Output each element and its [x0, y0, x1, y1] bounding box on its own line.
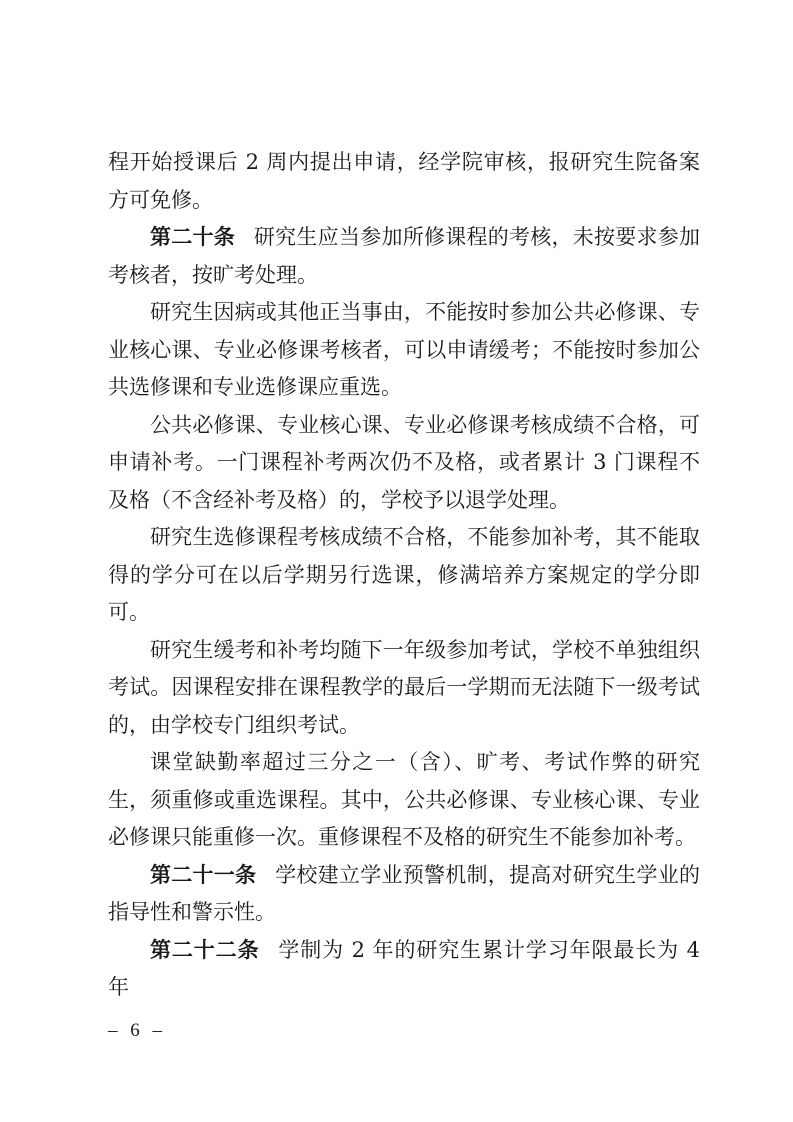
paragraph-text: 学制为 2 年的研究生累计学习年限最长为 4 年 — [108, 937, 701, 999]
paragraph-text: 课堂缺勤率超过三分之一（含）、旷考、考试作弊的研究生，须重修或重选课程。其中，公共必修课、专业核心课、专业必修课只能重修一次。重修课程不及格的研究生不能参加补考。 — [108, 750, 700, 849]
article-number: 第二十二条 — [150, 937, 260, 962]
paragraph-makeup-exam — [108, 407, 700, 520]
document-body — [108, 144, 700, 1007]
paragraph-elective-fail — [108, 519, 700, 632]
paragraph-text: 研究生缓考和补考均随下一年级参加考试，学校不单独组织考试。因课程安排在课程教学的最后一学期而无法随下一级考试的，由学校专门组织考试。 — [108, 637, 700, 737]
paragraph-retake — [108, 744, 700, 857]
article-number: 第二十一条 — [150, 862, 257, 887]
paragraph-text: 学校建立学业预警机制，提高对研究生学业的指导性和警示性。 — [108, 862, 701, 924]
paragraph-deferred-exam — [108, 294, 700, 407]
paragraph-text: 研究生选修课程考核成绩不合格，不能参加补考，其不能取得的学分可在以后学期另行选课，修满培养方案规定的学分即可。 — [108, 525, 700, 624]
article-number: 第二十条 — [150, 225, 236, 249]
page-number: – 6 – — [108, 1020, 166, 1041]
paragraph-text: 研究生应当参加所修课程的考核，未按要求参加考核者，按旷考处理。 — [108, 225, 701, 287]
paragraph-text: 程开始授课后 2 周内提出申请，经学院审核，报研究生院备案方可免修。 — [108, 150, 700, 212]
paragraph-continuation — [108, 144, 700, 219]
paragraph-text: 研究生因病或其他正当事由，不能按时参加公共必修课、专业核心课、专业必修课考核者，可以申请缓考；不能按时参加公共选修课和专业选修课应重选。 — [108, 300, 700, 399]
paragraph-article-20 — [108, 219, 700, 294]
paragraph-article-21 — [108, 857, 700, 932]
paragraph-exam-arrangement — [108, 632, 700, 745]
paragraph-article-22 — [108, 932, 700, 1007]
paragraph-text: 公共必修课、专业核心课、专业必修课考核成绩不合格，可申请补考。一门课程补考两次仍不及格，或者累计 3 门课程不及格（不含经补考及格）的，学校予以退学处理。 — [108, 412, 700, 512]
